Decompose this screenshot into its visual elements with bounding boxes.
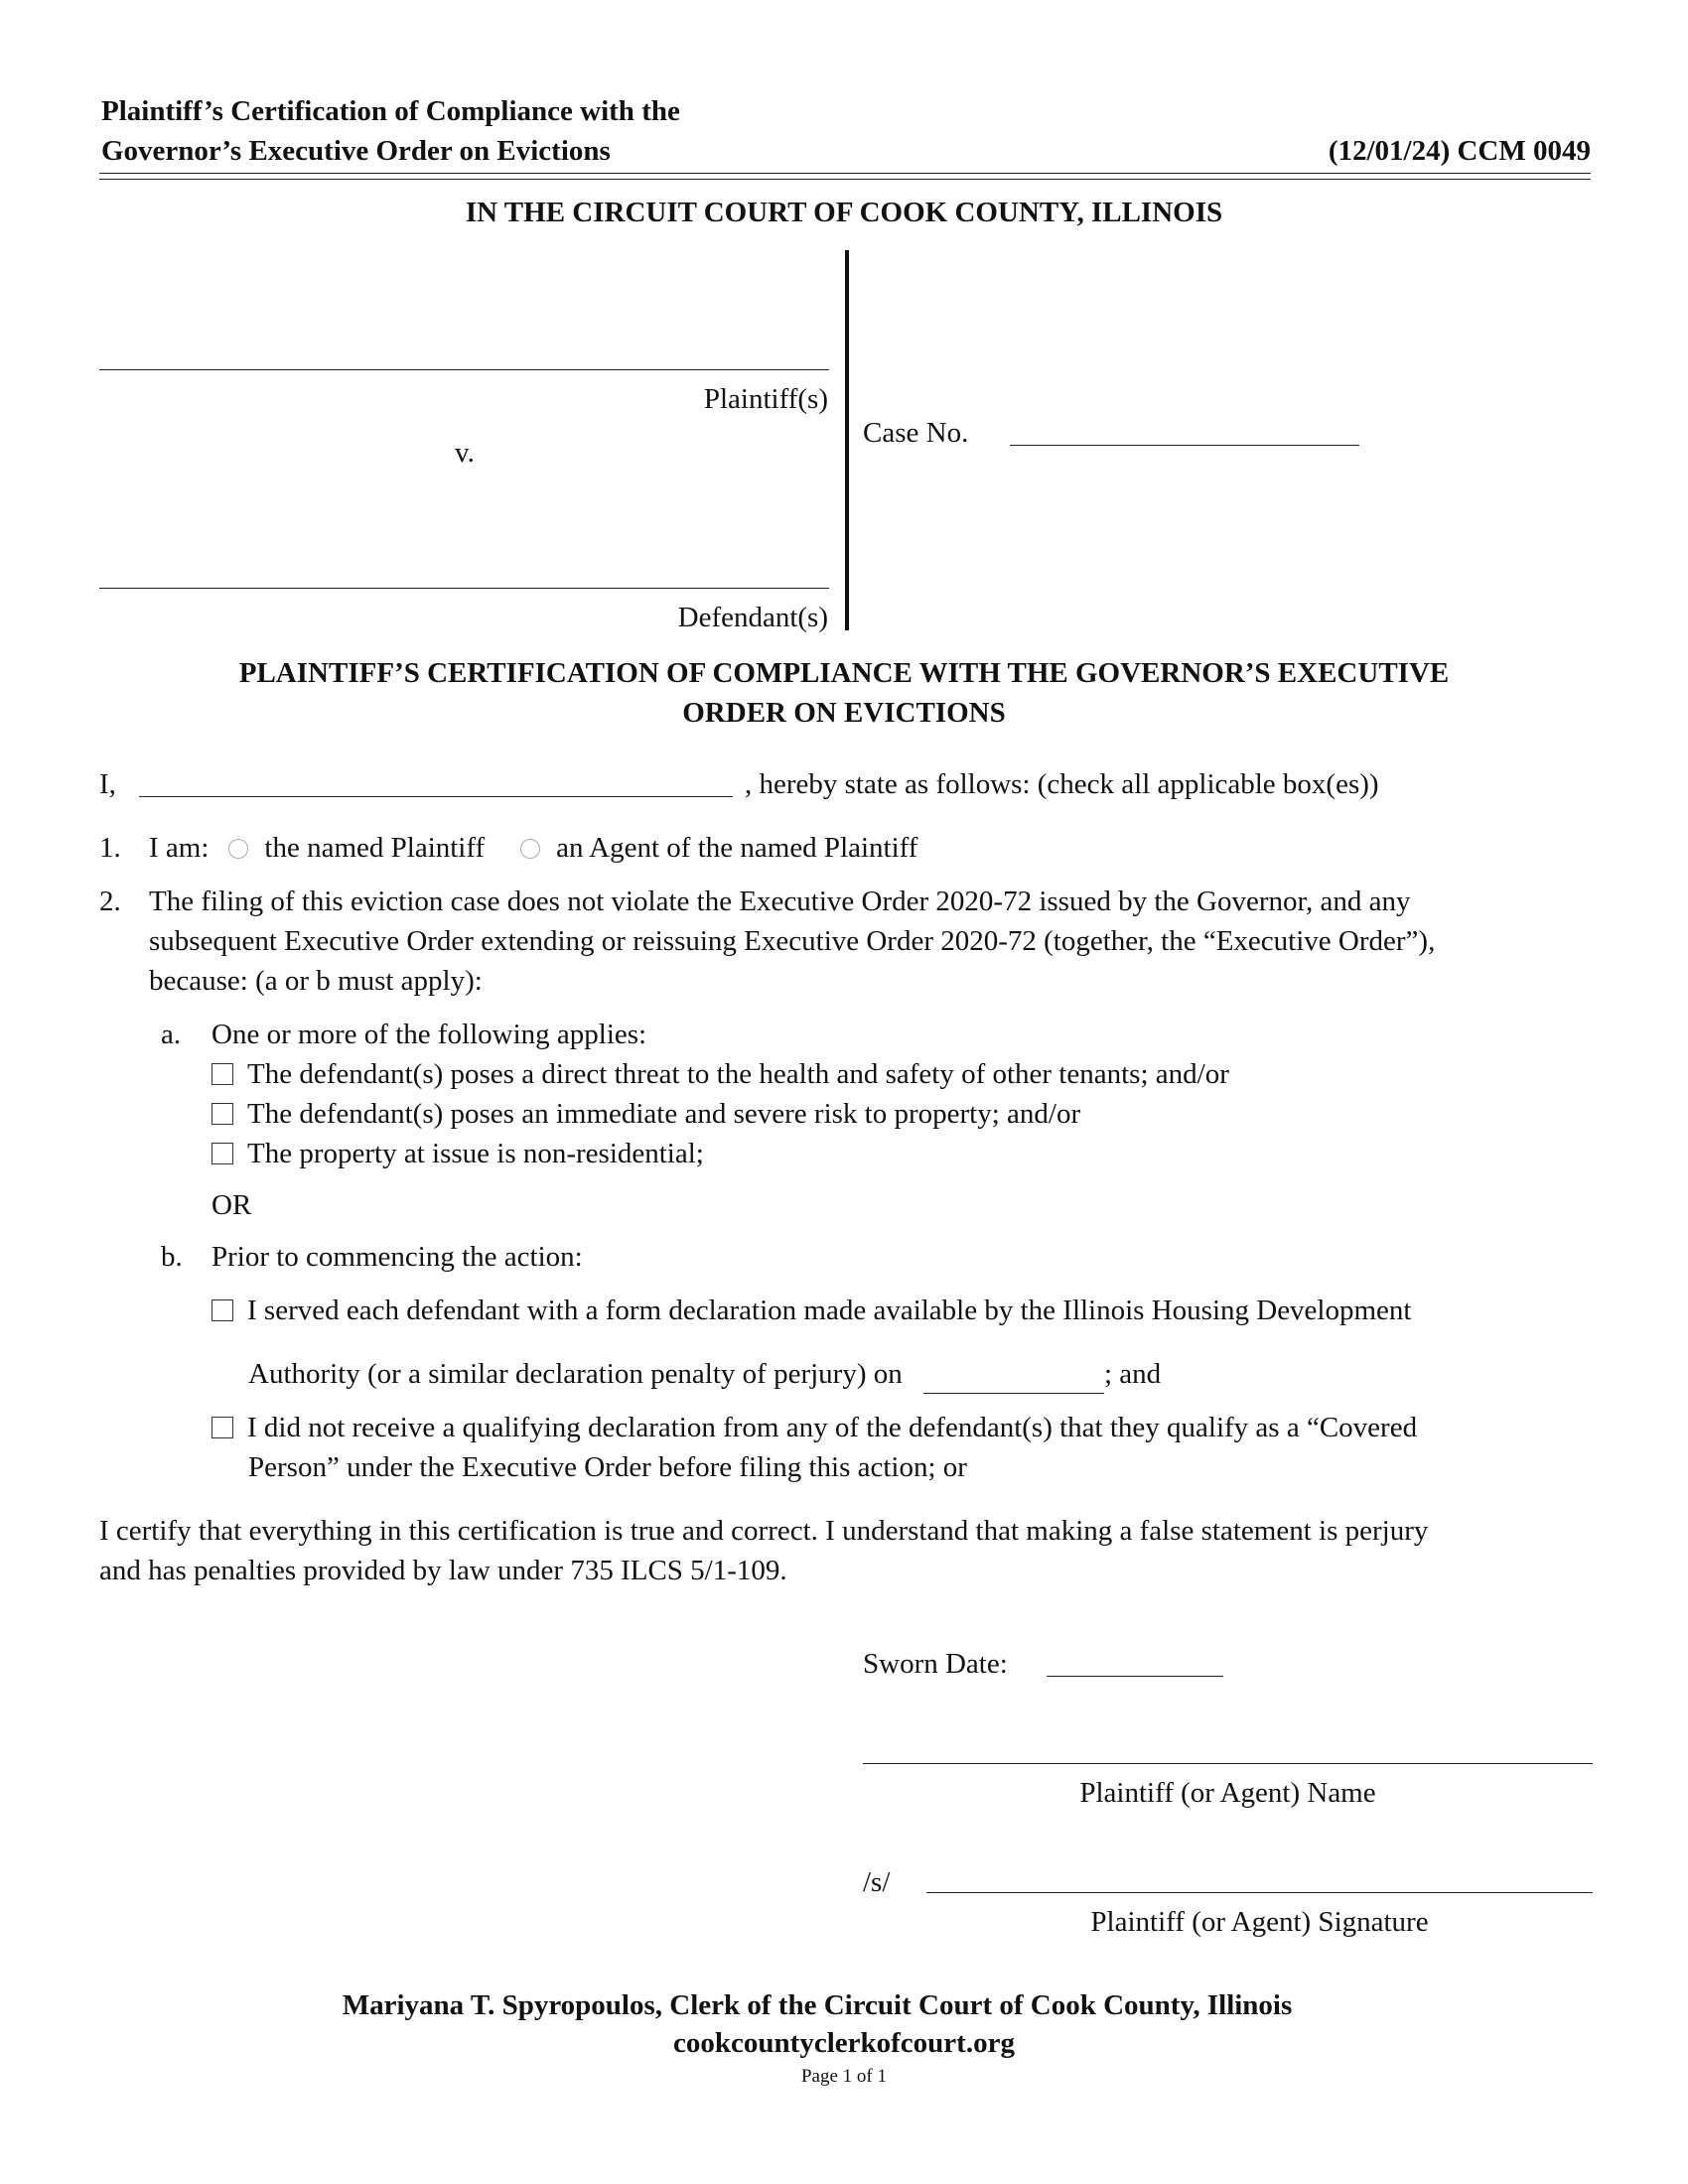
option-property-risk-label: The defendant(s) poses an immediate and severe risk to property; and/or (247, 1098, 1081, 1130)
plaintiff-agent-name-field[interactable] (863, 1731, 1593, 1764)
served-date-field[interactable] (923, 1365, 1104, 1394)
option-served-declaration (211, 1291, 1411, 1330)
signature-prefix: /s/ (863, 1866, 891, 1898)
item2-line3: because: (a or b must apply): (149, 965, 483, 997)
radio-agent-of-plaintiff[interactable] (520, 839, 540, 859)
option-no-declaration-line1: I did not receive a qualifying declaration from any of the defendant(s) that they qualify as a “Covered (247, 1412, 1418, 1443)
option-served-declaration-line1: I served each defendant with a form declaration made available by the Illinois Housing Development (247, 1295, 1412, 1326)
intro-suffix: , hereby state as follows: (check all applicable box(es)) (745, 768, 1379, 800)
footer-page-number: Page 1 of 1 (800, 2066, 887, 2087)
item2-number: 2. (99, 886, 121, 917)
checkbox-property-risk[interactable] (211, 1103, 233, 1125)
form-title-line1: Plaintiff’s Certification of Compliance with the (101, 95, 680, 127)
served-declaration-prefix: Authority (or a similar declaration penalty of perjury) on (248, 1358, 903, 1390)
checkbox-non-residential[interactable] (211, 1143, 233, 1164)
sworn-date-field[interactable] (1047, 1646, 1223, 1677)
option-direct-threat (211, 1054, 1229, 1094)
case-no-field[interactable] (1010, 415, 1359, 446)
header-rule-bottom (99, 179, 1591, 180)
form-code: (12/01/24) CCM 0049 (1328, 135, 1591, 167)
checkbox-direct-threat[interactable] (211, 1063, 233, 1085)
option-non-residential (211, 1134, 704, 1173)
form-title-line2: Governor’s Executive Order on Evictions (101, 135, 611, 167)
document-title-line1: PLAINTIFF’S CERTIFICATION OF COMPLIANCE WITH THE GOVERNOR’S EXECUTIVE (238, 657, 1450, 689)
section-a-letter: a. (161, 1019, 182, 1050)
sworn-date-label: Sworn Date: (863, 1648, 1008, 1680)
section-a-heading: One or more of the following applies: (211, 1019, 647, 1050)
option-non-residential-label: The property at issue is non-residential; (247, 1138, 704, 1169)
case-no-label: Case No. (863, 417, 969, 449)
plaintiff-agent-signature-label: Plaintiff (or Agent) Signature (1090, 1906, 1429, 1938)
radio-named-plaintiff[interactable] (228, 839, 248, 859)
defendant-label: Defendant(s) (677, 602, 828, 633)
radio-agent-of-plaintiff-label: an Agent of the named Plaintiff (556, 832, 918, 864)
defendant-name-field[interactable] (99, 556, 829, 589)
document-title-line2: ORDER ON EVICTIONS (682, 697, 1006, 729)
caption-divider (845, 250, 849, 630)
plaintiff-label: Plaintiff(s) (703, 383, 828, 415)
plaintiff-agent-signature-field[interactable] (926, 1862, 1593, 1893)
option-direct-threat-label: The defendant(s) poses a direct threat to the health and safety of other tenants; and/or (247, 1058, 1229, 1090)
section-b-heading: Prior to commencing the action: (211, 1241, 583, 1273)
section-b-letter: b. (161, 1241, 183, 1273)
option-no-declaration-line2: Person” under the Executive Order before filing this action; or (248, 1451, 967, 1483)
radio-named-plaintiff-label: the named Plaintiff (264, 832, 486, 864)
versus-label: v. (455, 437, 475, 469)
checkbox-served-declaration[interactable] (211, 1299, 233, 1321)
option-served-declaration-line2 (248, 1354, 1161, 1394)
item1-number: 1. (99, 832, 121, 864)
item1-label: I am: (149, 832, 210, 864)
item2-line1: The filing of this eviction case does not violate the Executive Order 2020-72 issued by the Governor, and any (149, 886, 1411, 917)
footer-website[interactable]: cookcountyclerkofcourt.org (673, 2027, 1015, 2059)
checkbox-no-declaration[interactable] (211, 1417, 233, 1438)
option-property-risk (211, 1094, 1080, 1134)
court-title: IN THE CIRCUIT COURT OF COOK COUNTY, ILLINOIS (465, 197, 1223, 228)
plaintiff-name-field[interactable] (99, 338, 829, 370)
item2-line2: subsequent Executive Order extending or reissuing Executive Order 2020-72 (together, the “Executive Order”), (149, 925, 1436, 957)
footer-clerk: Mariyana T. Spyropoulos, Clerk of the Circuit Court of Cook County, Illinois (342, 1989, 1293, 2021)
certification-line2: and has penalties provided by law under 735 ILCS 5/1-109. (99, 1555, 787, 1586)
option-no-declaration (211, 1408, 1417, 1447)
declarant-name-field[interactable] (139, 766, 733, 797)
or-separator: OR (211, 1189, 252, 1221)
served-declaration-suffix: ; and (1103, 1358, 1162, 1390)
header-rule-top (99, 173, 1591, 174)
item1-row (149, 828, 917, 868)
certification-line1: I certify that everything in this certification is true and correct. I understand that making a false statement is perjury (99, 1515, 1429, 1547)
intro-prefix: I, (99, 768, 116, 800)
plaintiff-agent-name-label: Plaintiff (or Agent) Name (1079, 1777, 1376, 1809)
